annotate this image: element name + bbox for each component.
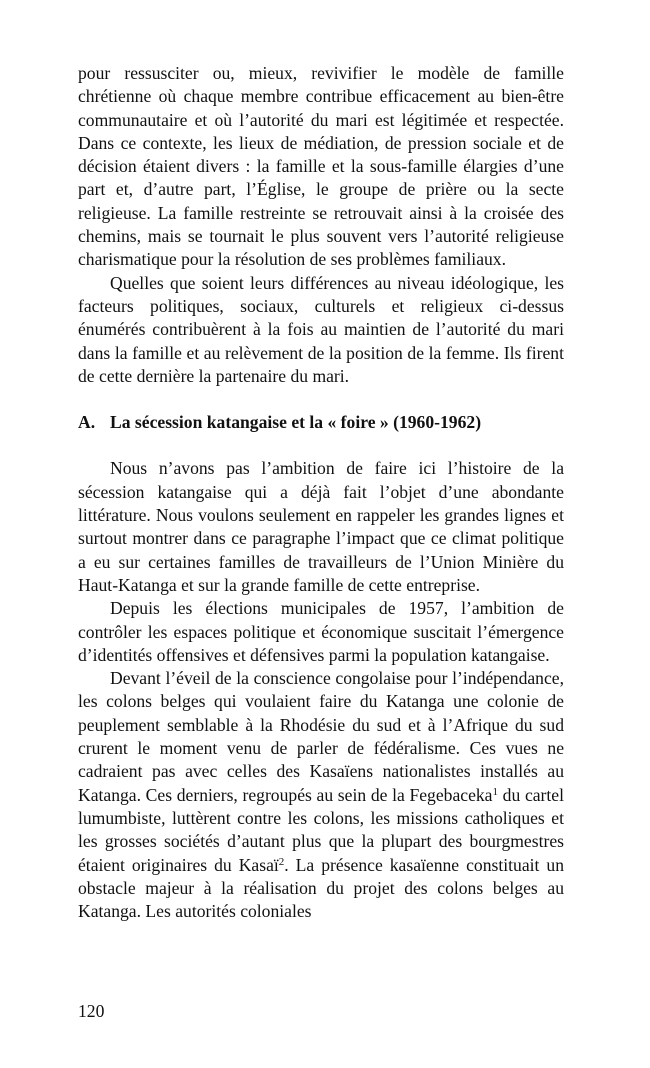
section-title: La sécession katangaise et la « foire » (1960-1962): [110, 412, 482, 433]
paragraph-4: Depuis les élections municipales de 1957, l’ambition de contrôler les espaces politique et économique suscitait l’émergence d’identités offensives et défensives parmi la population katangaise.: [78, 598, 564, 665]
page-number: 120: [78, 1001, 105, 1021]
paragraph-5-text-c: . La présence kasaïenne constituait un obstacle majeur à la réalisation du projet des colons belges au Katanga. Les autorités coloniales: [78, 854, 565, 922]
page-body: [78, 62, 564, 923]
footnote-ref-1[interactable]: 1: [492, 785, 498, 798]
section-letter: A.: [78, 412, 96, 433]
paragraph-5-text-a: Devant l’éveil de la conscience congolaise pour l’indépendance, les colons belges qui voulaient faire du Katanga une colonie de peuplement semblable à la Rhodésie du sud et à l’Afrique du sud crurent le moment venu de parler de fédéralisme. Ces vues ne cadraient pas avec celles des Kasaïens nationalistes installés au Katanga. Ces derniers, regroupés au sein de la Fegebaceka: [78, 668, 564, 805]
paragraph-3: Nous n’avons pas l’ambition de faire ici l’histoire de la sécession katangaise qui a déjà fait l’objet d’une abondante littérature. Nous voulons seulement en rappeler les grandes lignes et surtout montrer dans ce paragraphe l’impact que ce climat politique a eu sur certaines familles de travailleurs de l’Union Minière du Haut-Katanga et sur la grande famille de cette entreprise.: [78, 458, 564, 595]
paragraph-1: pour ressusciter ou, mieux, revivifier le modèle de famille chrétienne où chaque membre contribue efficacement au bien-être communautaire et où l’autorité du mari est légitimée et respectée. Dans ce contexte, les lieux de médiation, de pression sociale et de décision étaient divers : la famille et la sous-famille élargies d’une part et, d’autre part, l’Église, le groupe de prière ou la secte religieuse. La famille restreinte se retrouvait ainsi à la croisée des chemins, mais se tournait le plus souvent vers l’autorité religieuse charismatique pour la résolution de ses problèmes familiaux.: [78, 63, 564, 270]
paragraph-2: Quelles que soient leurs différences au niveau idéologique, les facteurs politiques, sociaux, culturels et religieux ci-dessus énumérés contribuèrent à la fois au maintien de l’autorité du mari dans la famille et au relèvement de la position de la femme. Ils firent de cette dernière la partenaire du mari.: [78, 272, 564, 386]
section-heading: [78, 411, 564, 434]
footnote-ref-2[interactable]: 2: [278, 855, 285, 868]
paragraph-5-text-b: du cartel lumumbiste, luttèrent contre les colons, les missions catholiques et les grosses sociétés d’autant plus que la plupart des bourgmestres étaient originaires du Kasaï: [78, 784, 564, 875]
paragraph-5: [78, 667, 564, 923]
